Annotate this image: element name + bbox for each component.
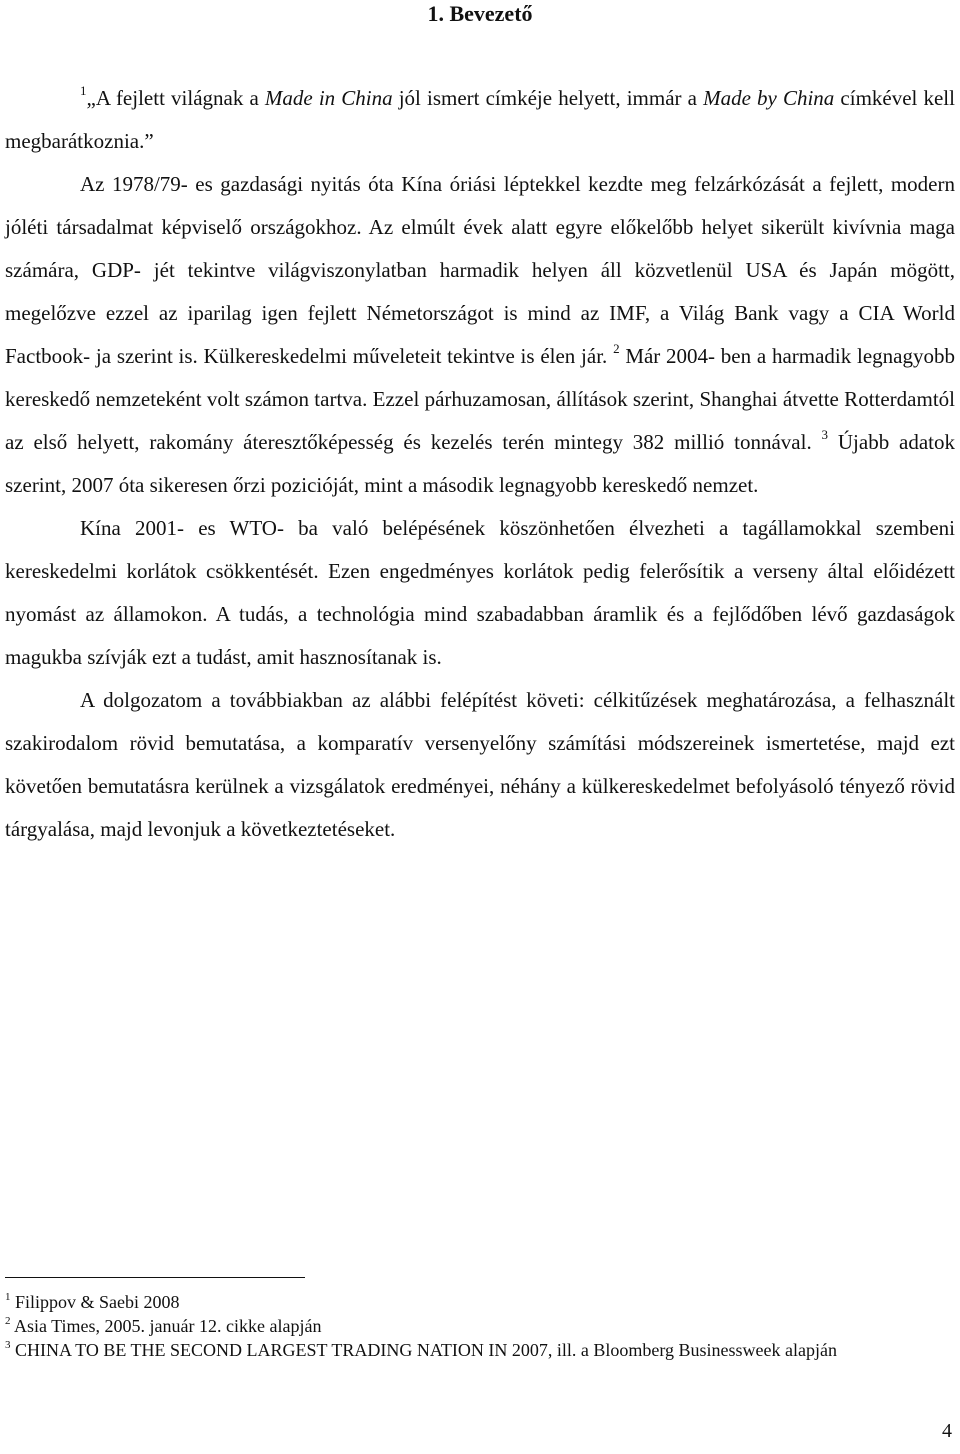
footnote-3	[5, 1338, 925, 1362]
footnote-number-3: 3	[5, 1339, 11, 1351]
page-number: 4	[942, 1420, 952, 1442]
section-heading: 1. Bevezető	[427, 1, 533, 26]
quote-text-2: jól ismert címkéje helyett, immár a	[392, 86, 704, 110]
footnote-number-2: 2	[5, 1315, 11, 1327]
quote-italic-1: Made in China	[264, 86, 393, 110]
paragraph-opening-text-2: Már 2004- ben a harmadik legnagyobb kereskedő nemzeteként volt számon tartva. Ezzel párhuzamosan, állítások szerint, Shanghai átvette Rotterdamtól az első helyett, rakomány áteresztőképesség és kezelés terén mintegy 382 millió tonnával.	[5, 344, 955, 454]
footnote-text-3: CHINA TO BE THE SECOND LARGEST TRADING NATION IN 2007, ill. a Bloomberg Businessweek alapján	[15, 1340, 837, 1360]
quote-paragraph	[5, 77, 955, 163]
footnote-2	[5, 1314, 925, 1338]
footnote-text-2: Asia Times, 2005. január 12. cikke alapján	[14, 1316, 322, 1336]
footnote-ref-1[interactable]: 1	[80, 83, 87, 98]
document-page	[5, 0, 956, 1360]
footnote-1	[5, 1290, 925, 1314]
footnote-separator	[5, 1277, 305, 1278]
footnote-ref-2[interactable]: 2	[613, 341, 620, 356]
footnote-text-1: Filippov & Saebi 2008	[15, 1292, 180, 1312]
paragraph-wto: Kína 2001- es WTO- ba való belépésének köszönhetően élvezheti a tagállamokkal szembeni kereskedelmi korlátok csökkentését. Ezen engedményes korlátok pedig felerősítik a verseny által előidézett nyomást az államokon. A tudás, a technológia mind szabadabban áramlik és a fejlődőben lévő gazdaságok magukba szívják ezt a tudást, amit hasznosítanak is.	[5, 516, 955, 669]
quote-italic-2: Made by China	[703, 86, 835, 110]
footnotes	[5, 1290, 925, 1362]
footnote-ref-3[interactable]: 3	[821, 427, 829, 442]
footnote-number-1: 1	[5, 1291, 11, 1303]
paragraph-structure: A dolgozatom a továbbiakban az alábbi felépítést követi: célkitűzések meghatározása, a felhasznált szakirodalom rövid bemutatása, a komparatív versenyelőny számítási módszereinek ismertetése, majd ezt követően bemutatásra kerülnek a vizsgálatok eredményei, néhány a külkereskedelmet befolyásoló tényező rövid tárgyalása, majd levonjuk a következtetéseket.	[5, 688, 955, 841]
body-text	[5, 77, 955, 851]
quote-text-3: címkével kell megbarátkoznia.”	[5, 86, 955, 153]
paragraph-opening-text-1: Az 1978/79- es gazdasági nyitás óta Kína óriási léptekkel kezdte meg felzárkózását a fejlett, modern jóléti társadalmat képviselő országokhoz. Az elmúlt évek alatt egyre előkelőbb helyet sikerült kivívnia maga számára, GDP- jét tekintve világviszonylatban harmadik helyen áll közvetlenül USA és Japán mögött, megelőzve ezzel az iparilag igen fejlett Németországot is mind az IMF, a Világ Bank vagy a CIA World Factbook- ja szerint is. Külkereskedelmi műveleteit tekintve is élen jár.	[5, 172, 955, 368]
paragraph-opening-text-3: Újabb adatok szerint, 2007 óta sikeresen őrzi pozicióját, mint a második legnagyobb kereskedő nemzet.	[5, 430, 956, 497]
paragraph-opening	[5, 163, 955, 507]
quote-text-1: „A fejlett világnak a	[86, 86, 265, 110]
